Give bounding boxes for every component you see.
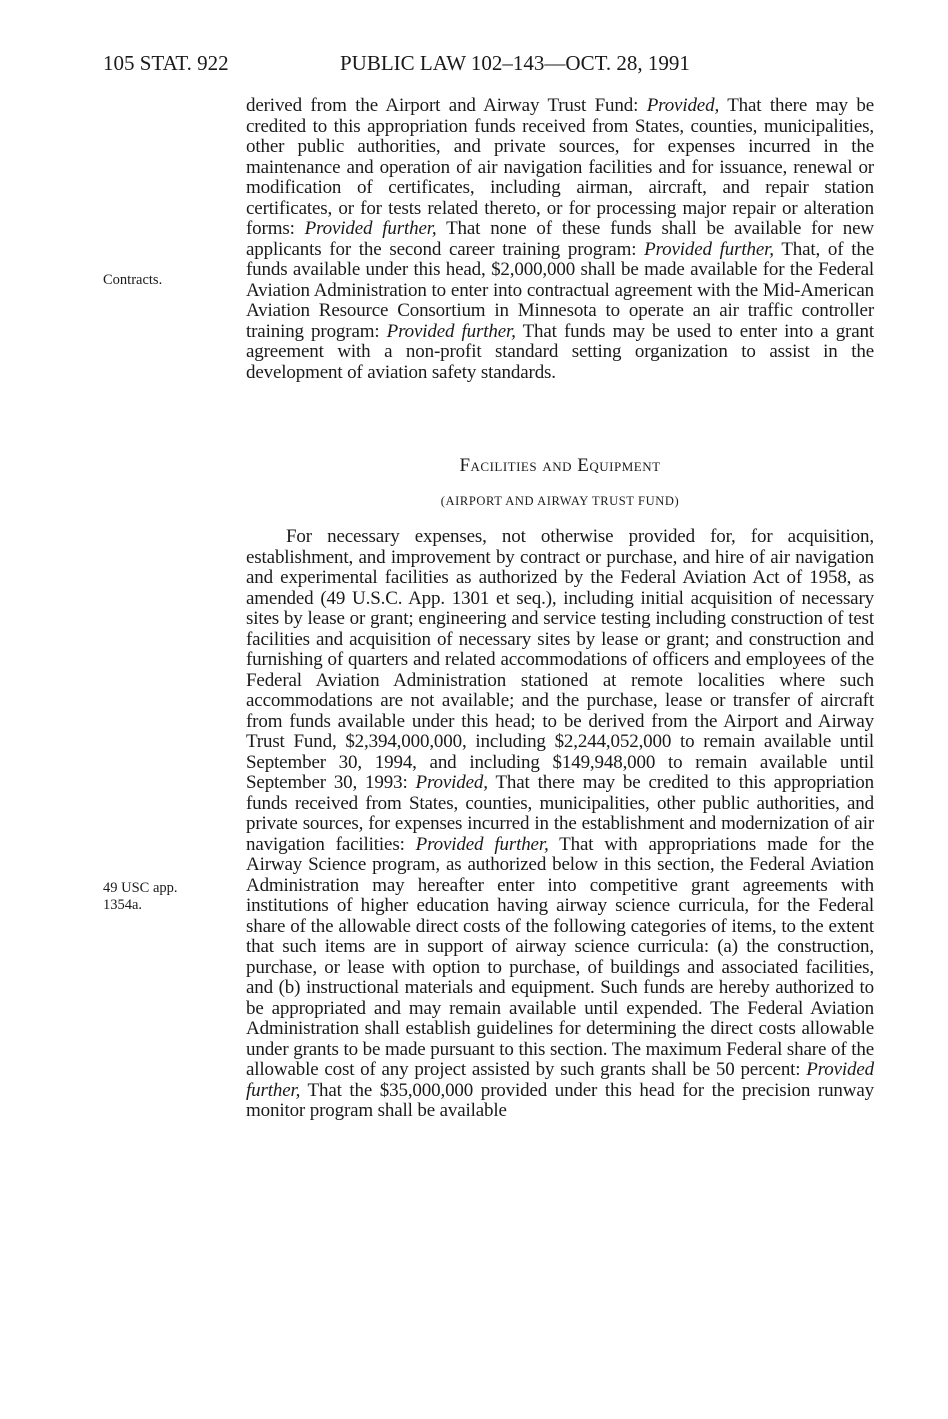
para1-proviso-3: Provided further, — [644, 238, 774, 260]
para1-text-5: That funds may be used to enter into a grant agreement with a non-profit standard setting organization to assist in the development of aviation safety standards. — [246, 320, 874, 383]
para1-text-2: That there may be credited to this appropriation funds received from States, counties, municipalities, other public authorities, and private sources, for expenses incurred in the maintenance and operation of air navigation facilities and for issuance, renewal or modification of certificates, including airman, aircraft, and repair station certificates, or for tests related thereto, or for processing major repair or alteration forms: — [246, 95, 874, 239]
section-heading — [246, 455, 874, 477]
para1-text-3: That none of these funds shall be available for new applicants for the second career training program: — [246, 218, 874, 260]
margin-note-usc-line1: 49 USC app. — [103, 880, 178, 896]
para1-proviso-1: Provided, — [646, 95, 720, 116]
margin-note-usc-line2: 1354a. — [103, 897, 143, 913]
para1-proviso-2: Provided further, — [304, 218, 437, 239]
paragraph-facilities-and-equipment — [246, 527, 874, 1122]
para2-text-4: That the $35,000,000 provided under this head for the precision runway monitor program shall be available — [246, 1079, 874, 1121]
para1-text-4: That, of the funds available under this head, $2,000,000 shall be made available for the Federal Aviation Administration to enter into contractual agreement with the Mid-American Aviation Resource Consortium in Minnesota to operate an air traffic controller training program: — [246, 238, 874, 342]
para2-text-2: That there may be credited to this appropriation funds received from States, counties, municipalities, other public authorities, and private sources, for expenses incurred in the establishment and modernization of air navigation facilities: — [246, 772, 874, 855]
margin-note-usc-citation — [103, 880, 178, 914]
public-law-title: PUBLIC LAW 102–143—OCT. 28, 1991 — [340, 51, 690, 75]
margin-note-contracts: Contracts. — [103, 272, 163, 288]
section-subheading: (AIRPORT AND AIRWAY TRUST FUND) — [440, 494, 680, 508]
para2-text-3: That with appropriations made for the Airway Science program, as authorized below in this section, the Federal Aviation Administration may hereafter enter into competitive grant agreements with institutions of higher education having airway science curricula, for the Federal share of the allowable direct costs of the following categories of items, to the extent that such items are in support of airway science curricula: (a) the construction, purchase, or lease with option to purchase, of buildings and associated facilities, and (b) instructional materials and equipment. Such funds are hereby authorized to be appropriated and may remain available until expended. The Federal Aviation Administration shall establish guidelines for determining the direct costs allowable under grants to be made pursuant to this section. The maximum Federal share of the allowable cost of any project assisted by such grants shall be 50 percent: — [246, 833, 874, 1080]
para2-proviso-2: Provided further, — [415, 833, 549, 855]
para1-text-1: derived from the Airport and Airway Trust Fund: — [246, 95, 647, 116]
para2-proviso-3: Provided further, — [246, 1059, 874, 1101]
para2-text-1: For necessary expenses, not otherwise provided for, for acquisition, establishment, and improvement by contract or purchase, and hire of air navigation and experimental facilities as authorized by the Federal Aviation Act of 1958, as amended (49 U.S.C. App. 1301 et seq.), including initial acquisition of necessary sites by lease or grant; engineering and service testing including construction of test facilities and acquisition of necessary sites by lease or grant; and construction and furnishing of quarters and related accommodations of officers and employees of the Federal Aviation Administration stationed at remote localities where such accommodations are not available; and the purchase, lease or transfer of aircraft from funds available under this head; to be derived from the Airport and Airway Trust Fund, $2,394,000,000, including $2,244,052,000 to remain available until September 30, 1994, and including $149,948,000 to remain available until September 30, 1993: — [246, 526, 874, 793]
section-heading-text: Facilities and Equipment — [459, 455, 661, 476]
para1-proviso-4: Provided further, — [386, 320, 516, 342]
paragraph-operations-continued — [246, 96, 874, 383]
statute-page-number: 105 STAT. 922 — [103, 51, 229, 75]
para2-proviso-1: Provided, — [415, 772, 488, 793]
page-header — [103, 48, 803, 78]
